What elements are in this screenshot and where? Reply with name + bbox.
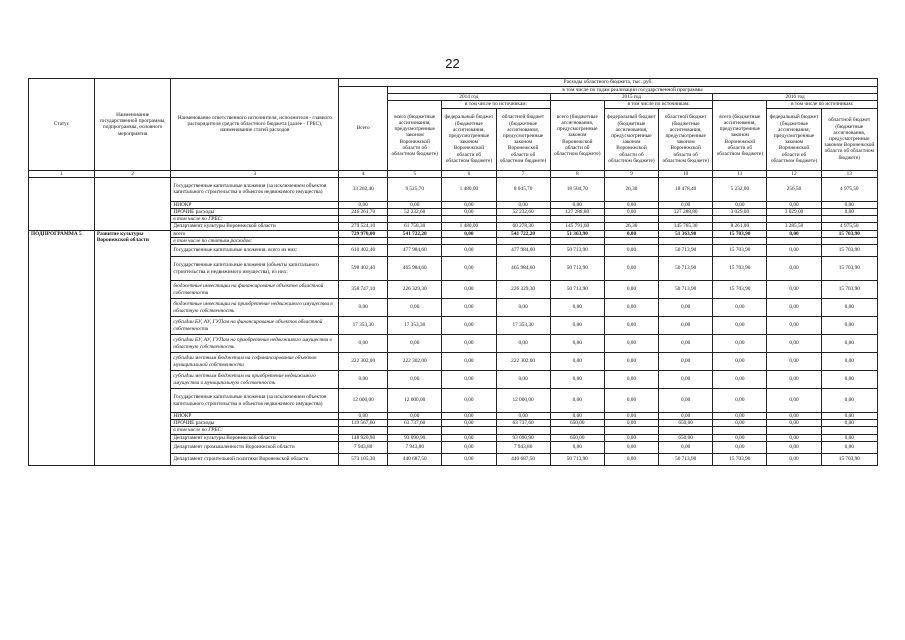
value-cell: 17 353,30 (388, 317, 442, 335)
value-cell: 0,00 (659, 371, 713, 389)
value-cell: 358 747,10 (339, 281, 388, 299)
value-cell: 0,00 (713, 353, 767, 371)
value-cell (821, 216, 877, 223)
value-cell: 0,00 (821, 413, 877, 420)
value-cell: 50 713,90 (659, 281, 713, 299)
value-cell: 15 703,90 (821, 453, 877, 465)
value-cell (659, 216, 713, 223)
value-cell: 145 791,60 (550, 223, 604, 230)
value-cell: 0,00 (442, 281, 496, 299)
value-cell: 0,00 (604, 230, 658, 237)
value-cell: 0,00 (659, 389, 713, 413)
header-sources: в том числе по источникам: (767, 101, 878, 108)
value-cell: 0,00 (442, 230, 496, 237)
column-index: 4 (339, 170, 388, 177)
value-cell: 0,00 (604, 420, 658, 427)
value-cell: 148 920,90 (339, 434, 388, 441)
column-index: 11 (713, 170, 767, 177)
value-cell: 0,00 (713, 201, 767, 208)
value-cell: 0,00 (442, 453, 496, 465)
header-sub-total: всего (бюджетные ассигнования, предусмотренные законом Воронежской области об областном бюджете) (550, 101, 604, 170)
value-cell: 0,00 (496, 201, 550, 208)
value-cell: 0,00 (713, 317, 767, 335)
value-cell: 61 758,30 (388, 223, 442, 230)
header-sub-regional: областной бюджет (бюджетные ассигнования, предусмотренные законом Воронежской области об областном бюджете) (659, 108, 713, 170)
value-cell: 15 703,90 (713, 245, 767, 257)
value-cell: 0,00 (388, 413, 442, 420)
value-cell (767, 237, 821, 244)
header-sub-regional: областной бюджет (бюджетные ассигнования, предусмотренные законом Воронежской области об областном бюджете) (821, 108, 877, 170)
value-cell: 93 090,90 (388, 434, 442, 441)
budget-table (28, 78, 878, 466)
value-cell: 0,00 (821, 209, 877, 216)
header-sources: в том числе по источникам: (604, 101, 712, 108)
value-cell (339, 427, 388, 434)
value-cell: 650,00 (550, 434, 604, 441)
value-cell: 0,00 (550, 389, 604, 413)
header-sub-federal: федеральный бюджет (бюджетные ассигнования, предусмотренные законом Воронежской области об областном бюджете) (604, 108, 658, 170)
value-cell: 0,00 (659, 335, 713, 353)
value-cell (442, 216, 496, 223)
value-cell: 33 262,40 (339, 177, 388, 201)
value-cell: 246 261,70 (339, 209, 388, 216)
value-cell: 15 703,90 (713, 453, 767, 465)
header-by-years: в том числе по годам реализации государственной программы (388, 87, 878, 94)
value-cell: 0,00 (767, 245, 821, 257)
value-cell: 0,00 (550, 299, 604, 317)
value-cell: 119 567,60 (339, 420, 388, 427)
value-cell (496, 216, 550, 223)
value-cell: 0,00 (442, 201, 496, 208)
value-cell: 0,00 (550, 317, 604, 335)
value-cell: 50 713,90 (659, 453, 713, 465)
value-cell: 0,00 (339, 413, 388, 420)
expense-item-label: субсидии местным бюджетам на приобретение недвижимого имущества в муниципальную собственность (171, 371, 339, 389)
value-cell: 729 970,00 (339, 230, 388, 237)
value-cell: 598 402,40 (339, 257, 388, 281)
value-cell (713, 216, 767, 223)
value-cell: 0,00 (388, 201, 442, 208)
value-cell: 477 984,60 (496, 245, 550, 257)
value-cell (713, 427, 767, 434)
value-cell: 15 703,90 (713, 281, 767, 299)
value-cell: 0,00 (388, 299, 442, 317)
column-index: 1 (29, 170, 95, 177)
value-cell (713, 237, 767, 244)
page-number: 22 (445, 56, 460, 71)
value-cell: 50 713,90 (659, 257, 713, 281)
value-cell: 0,00 (442, 441, 496, 453)
value-cell: 0,00 (821, 299, 877, 317)
value-cell: 0,00 (442, 371, 496, 389)
expense-item-label: Государственные капитальные вложения (за исключением объектов капитального строительства и объектов недвижимого имущества) (171, 389, 339, 413)
value-cell (659, 427, 713, 434)
header-year-2015: 2015 год (550, 94, 713, 101)
value-cell: 15 703,90 (713, 257, 767, 281)
value-cell: 50 713,90 (550, 281, 604, 299)
value-cell: 15 703,90 (821, 230, 877, 237)
value-cell: 0,00 (821, 317, 877, 335)
value-cell: 15 703,90 (713, 230, 767, 237)
value-cell: 0,00 (821, 434, 877, 441)
expense-item-label: субсидии местным бюджетам на софинансирование объектов муниципальной собственности (171, 353, 339, 371)
expense-item-label: НИОКР (171, 201, 339, 208)
value-cell: 465 984,60 (388, 257, 442, 281)
value-cell: 0,00 (604, 245, 658, 257)
value-cell: 222 302,00 (388, 353, 442, 371)
value-cell (339, 237, 388, 244)
value-cell: 222 302,00 (496, 353, 550, 371)
value-cell: 0,00 (821, 420, 877, 427)
value-cell: 0,00 (496, 299, 550, 317)
value-cell: 0,00 (713, 413, 767, 420)
value-cell: 51 363,90 (659, 230, 713, 237)
value-cell: 50 713,90 (659, 245, 713, 257)
value-cell: 3 029,00 (767, 209, 821, 216)
value-cell: 145 765,30 (659, 223, 713, 230)
expense-item-label: в том числе по ГРБС: (171, 427, 339, 434)
value-cell: 7 943,80 (339, 441, 388, 453)
value-cell: 0,00 (767, 299, 821, 317)
header-name: Наименование государственной программы, подпрограммы, основного мероприятия (94, 79, 171, 171)
header-sub-total: всего (бюджетные ассигнования, предусмотренные законом Воронежской области об областном бюджете) (713, 101, 767, 170)
value-cell: 0,00 (550, 353, 604, 371)
value-cell: 0,00 (604, 453, 658, 465)
value-cell: 0,00 (604, 371, 658, 389)
value-cell: 0,00 (767, 335, 821, 353)
column-index: 7 (496, 170, 550, 177)
value-cell: 541 722,20 (496, 230, 550, 237)
value-cell: 3 029,00 (713, 209, 767, 216)
value-cell: 0,00 (659, 413, 713, 420)
value-cell: 0,00 (442, 420, 496, 427)
column-index: 12 (767, 170, 821, 177)
value-cell: 0,00 (713, 434, 767, 441)
value-cell: 5 232,00 (713, 177, 767, 201)
value-cell (550, 237, 604, 244)
value-cell: 0,00 (767, 230, 821, 237)
value-cell: 0,00 (442, 209, 496, 216)
value-cell: 0,00 (767, 434, 821, 441)
value-cell: 0,00 (604, 201, 658, 208)
value-cell: 0,00 (659, 317, 713, 335)
value-cell: 26,30 (604, 177, 658, 201)
value-cell (550, 427, 604, 434)
value-cell: 0,00 (442, 299, 496, 317)
value-cell: 610 402,40 (339, 245, 388, 257)
header-year-2014: 2014 год (388, 94, 551, 101)
value-cell: 0,00 (821, 201, 877, 208)
value-cell: 0,00 (442, 389, 496, 413)
value-cell: 465 984,60 (496, 257, 550, 281)
value-cell: 0,00 (713, 389, 767, 413)
header-total: Всего (339, 87, 388, 171)
value-cell (604, 427, 658, 434)
expense-item-label: Департамент промышленности Воронежской области (171, 441, 339, 453)
expense-item-label: в том числе по статьям расходов: (171, 237, 339, 244)
value-cell: 127 288,80 (659, 209, 713, 216)
value-cell: 222 302,00 (339, 353, 388, 371)
value-cell: 0,00 (388, 335, 442, 353)
value-cell: 15 703,90 (821, 257, 877, 281)
header-expenses: Расходы областного бюджета, тыс. руб. (339, 79, 878, 87)
value-cell: 0,00 (388, 371, 442, 389)
header-sources: в том числе по источникам: (442, 101, 550, 108)
value-cell: 0,00 (821, 371, 877, 389)
value-cell (659, 237, 713, 244)
value-cell: 0,00 (550, 413, 604, 420)
value-cell: 0,00 (767, 441, 821, 453)
value-cell: 4 975,50 (821, 223, 877, 230)
value-cell: 0,00 (713, 441, 767, 453)
expense-item-label: всего (171, 230, 339, 237)
value-cell: 0,00 (604, 257, 658, 281)
value-cell: 7 943,80 (388, 441, 442, 453)
value-cell: 0,00 (659, 353, 713, 371)
value-cell: 0,00 (442, 335, 496, 353)
value-cell: 93 090,90 (496, 434, 550, 441)
value-cell: 15 703,90 (821, 281, 877, 299)
value-cell: 3 285,50 (767, 223, 821, 230)
value-cell: 0,00 (767, 201, 821, 208)
value-cell: 7 943,80 (496, 441, 550, 453)
value-cell: 1 480,00 (442, 223, 496, 230)
value-cell: 650,00 (550, 420, 604, 427)
value-cell: 0,00 (339, 335, 388, 353)
expense-item-label: Департамент культуры Воронежской области (171, 434, 339, 441)
value-cell: 50 713,90 (550, 245, 604, 257)
value-cell: 0,00 (767, 353, 821, 371)
value-cell: 51 363,90 (550, 230, 604, 237)
value-cell (767, 216, 821, 223)
column-index: 8 (550, 170, 604, 177)
value-cell: 0,00 (496, 371, 550, 389)
value-cell: 477 984,60 (388, 245, 442, 257)
value-cell: 0,00 (767, 413, 821, 420)
value-cell: 0,00 (550, 371, 604, 389)
value-cell: 541 722,20 (388, 230, 442, 237)
value-cell: 0,00 (767, 420, 821, 427)
value-cell: 52 232,60 (388, 209, 442, 216)
value-cell: 0,00 (821, 441, 877, 453)
value-cell: 0,00 (604, 299, 658, 317)
value-cell: 12 000,00 (496, 389, 550, 413)
value-cell: 0,00 (821, 335, 877, 353)
value-cell: 0,00 (550, 201, 604, 208)
value-cell: 0,00 (604, 413, 658, 420)
expense-item-label: бюджетные инвестиции на приобретение недвижимого имущества в областную собственность (171, 299, 339, 317)
value-cell: 0,00 (496, 413, 550, 420)
value-cell: 0,00 (604, 389, 658, 413)
value-cell: 0,00 (713, 371, 767, 389)
column-index: 6 (442, 170, 496, 177)
value-cell (388, 427, 442, 434)
value-cell: 50 713,90 (550, 453, 604, 465)
expense-item-label: в том числе по ГРБС: (171, 216, 339, 223)
header-sub-federal: федеральный бюджет (бюджетные ассигнования, предусмотренные законом Воронежской области об областном бюджете) (767, 108, 821, 170)
expense-item-label: Государственные капитальные вложения (за исключением объектов капитального строительства и объектов недвижимого имущества) (171, 177, 339, 201)
value-cell: 0,00 (659, 201, 713, 208)
value-cell: 127 288,80 (550, 209, 604, 216)
value-cell: 440 687,50 (496, 453, 550, 465)
value-cell (442, 237, 496, 244)
status-cell (29, 177, 95, 230)
value-cell: 0,00 (713, 335, 767, 353)
value-cell: 0,00 (339, 201, 388, 208)
value-cell: 256,50 (767, 177, 821, 201)
value-cell: 0,00 (713, 299, 767, 317)
value-cell: 52 232,60 (496, 209, 550, 216)
value-cell (550, 216, 604, 223)
header-year-2016: 2016 год (713, 94, 878, 101)
value-cell: 17 353,30 (339, 317, 388, 335)
value-cell: 50 713,90 (550, 257, 604, 281)
expense-item-label: Департамент строительной политики Воронежской области (171, 453, 339, 465)
value-cell (496, 427, 550, 434)
value-cell (388, 237, 442, 244)
column-index: 10 (659, 170, 713, 177)
value-cell: 18 504,70 (550, 177, 604, 201)
value-cell: 0,00 (604, 335, 658, 353)
table-row (29, 177, 878, 201)
expense-item-label: субсидии БУ, АУ, ГУПам на финансирование объектов областной собственности (171, 317, 339, 335)
header-sub-total: всего (бюджетные ассигнования, предусмотренные законом Воронежской области об областном бюджете) (388, 101, 442, 170)
header-sub-federal: федеральный бюджет (бюджетные ассигнования, предусмотренные законом Воронежской области об областном бюджете) (442, 108, 496, 170)
value-cell: 440 687,50 (388, 453, 442, 465)
value-cell: 18 478,40 (659, 177, 713, 201)
value-cell: 0,00 (821, 353, 877, 371)
value-cell: 17 353,30 (496, 317, 550, 335)
column-index: 3 (171, 170, 339, 177)
value-cell: 0,00 (659, 441, 713, 453)
value-cell: 4 975,50 (821, 177, 877, 201)
column-index: 2 (94, 170, 171, 177)
value-cell: 0,00 (550, 335, 604, 353)
value-cell: 0,00 (442, 257, 496, 281)
value-cell: 573 105,30 (339, 453, 388, 465)
value-cell (604, 216, 658, 223)
subprogram-name: Развитие культуры Воронежской области (94, 230, 171, 465)
value-cell: 0,00 (604, 209, 658, 216)
value-cell: 0,00 (604, 434, 658, 441)
expense-item-label: НИОКР (171, 413, 339, 420)
header-sub-regional: областной бюджет (бюджетные ассигнования, предусмотренные законом Воронежской области об областном бюджете) (496, 108, 550, 170)
value-cell: 0,00 (442, 434, 496, 441)
value-cell: 63 737,60 (496, 420, 550, 427)
value-cell: 0,00 (767, 281, 821, 299)
value-cell: 0,00 (442, 245, 496, 257)
value-cell: 0,00 (767, 453, 821, 465)
column-index: 5 (388, 170, 442, 177)
value-cell (339, 216, 388, 223)
expense-item-label: Государственные капитальные вложения (объекты капитального строительства и недвижимого имущества), из них: (171, 257, 339, 281)
expense-item-label: Государственные капитальные вложения, всего из них: (171, 245, 339, 257)
value-cell: 0,00 (659, 299, 713, 317)
value-cell: 0,00 (767, 371, 821, 389)
value-cell: 0,00 (821, 389, 877, 413)
value-cell: 12 000,00 (339, 389, 388, 413)
value-cell: 8 045,70 (496, 177, 550, 201)
value-cell: 60 278,30 (496, 223, 550, 230)
value-cell: 0,00 (339, 299, 388, 317)
value-cell: 15 703,90 (821, 245, 877, 257)
value-cell: 1 480,00 (442, 177, 496, 201)
value-cell: 0,00 (604, 441, 658, 453)
value-cell: 0,00 (767, 389, 821, 413)
value-cell: 0,00 (442, 413, 496, 420)
name-cell (94, 177, 171, 230)
value-cell: 63 737,60 (388, 420, 442, 427)
value-cell: 226 329,30 (388, 281, 442, 299)
value-cell: 9 525,70 (388, 177, 442, 201)
column-index: 9 (604, 170, 658, 177)
value-cell: 26,30 (604, 223, 658, 230)
header-status: Статус (29, 79, 95, 171)
value-cell (821, 427, 877, 434)
expense-item-label: субсидии БУ, АУ, ГУПам на приобретение недвижимого имущества в областную собственность (171, 335, 339, 353)
value-cell: 650,00 (659, 420, 713, 427)
value-cell: 0,00 (442, 317, 496, 335)
value-cell: 0,00 (767, 317, 821, 335)
value-cell: 0,00 (442, 353, 496, 371)
value-cell: 0,00 (767, 257, 821, 281)
value-cell: 0,00 (713, 420, 767, 427)
expense-item-label: Департамент культуры Воронежской области (171, 223, 339, 230)
expense-item-label: ПРОЧИЕ расходы (171, 420, 339, 427)
value-cell: 226 329,30 (496, 281, 550, 299)
value-cell: 0,00 (604, 281, 658, 299)
subprogram-status: ПОДПРОГРАММА 5 (29, 230, 95, 465)
value-cell (388, 216, 442, 223)
expense-item-label: бюджетные инвестиции на финансирование объектов областной собственности (171, 281, 339, 299)
value-cell (496, 237, 550, 244)
value-cell: 279 524,10 (339, 223, 388, 230)
value-cell: 0,00 (496, 335, 550, 353)
value-cell: 0,00 (550, 441, 604, 453)
value-cell (604, 237, 658, 244)
value-cell (442, 427, 496, 434)
expense-item-label: ПРОЧИЕ расходы (171, 209, 339, 216)
column-index: 13 (821, 170, 877, 177)
value-cell: 0,00 (604, 317, 658, 335)
value-cell: 0,00 (339, 371, 388, 389)
table-row (29, 230, 878, 237)
value-cell: 8 261,00 (713, 223, 767, 230)
header-responsible: Наименование ответственного исполнителя, исполнителя - главного распорядителя средств областного бюджета (далее - ГРБС), наименование статей расходов (171, 79, 339, 171)
value-cell: 0,00 (604, 353, 658, 371)
value-cell (821, 237, 877, 244)
value-cell: 650,00 (659, 434, 713, 441)
value-cell: 12 000,00 (388, 389, 442, 413)
value-cell (767, 427, 821, 434)
